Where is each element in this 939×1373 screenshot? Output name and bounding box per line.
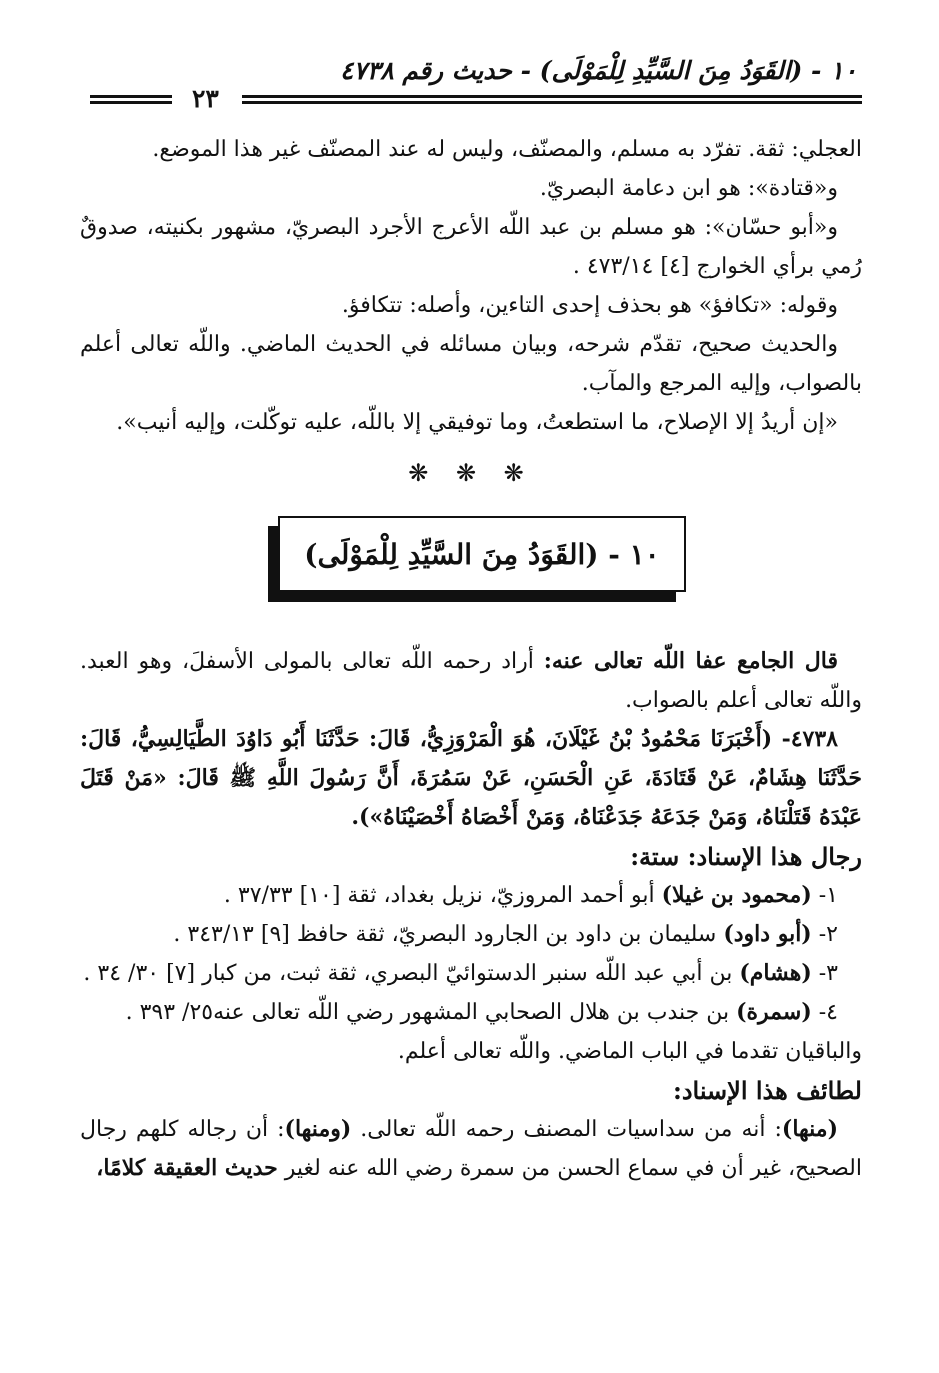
page-number: ٢٣ — [192, 84, 219, 113]
header-rule-right — [242, 95, 862, 104]
subtlety-text-1: : أنه من سداسيات المصنف رحمه اللّه تعالى. — [351, 1117, 782, 1142]
narrator-details: بن أبي عبد اللّه سنبر الدستوائيّ البصري، ثقة ثبت، من كبار [٧] ٣٠/ ٣٤ . — [83, 961, 740, 986]
subtlety-marker-2: (ومنها) — [284, 1116, 352, 1142]
narrator-number: ٢- — [811, 922, 838, 947]
narrator-name: (هشام) — [739, 960, 812, 986]
narrator-number: ٣- — [811, 961, 838, 986]
subtlety-text-2: : أن رجاله كلهم رجال الصحيح، غير أن في سماع الحسن من سمرة رضي الله عنه لغير — [80, 1117, 862, 1181]
narrator-name: (محمود بن غيلا) — [661, 882, 812, 908]
paragraph-takafa: وقوله: «تكافؤ» هو بحذف إحدى التاءين، وأصله: تتكافؤ. — [341, 293, 838, 318]
compiler-note — [80, 642, 862, 720]
narrator-item — [80, 915, 862, 954]
subtlety-text-3: حديث العقيقة كلامًا، — [96, 1155, 278, 1181]
chapter-heading-area — [80, 508, 862, 628]
header-rule-left — [90, 95, 172, 104]
paragraph-qatada: و«قتادة»: هو ابن دعامة البصريّ. — [539, 176, 838, 201]
narrator-name: (أبو داود) — [723, 921, 812, 947]
narrator-item — [80, 876, 862, 915]
narrator-item — [80, 954, 862, 993]
paragraph-closing-verse: «إن أريدُ إلا الإصلاح، ما استطعتُ، وما توفيقي إلا باللّه، عليه توكّلت، وإليه أنيب». — [116, 410, 838, 435]
narrators-closing: والباقيان تقدما في الباب الماضي. واللّه تعالى أعلم. — [397, 1039, 862, 1064]
section-separator: ❋ ❋ ❋ — [408, 459, 534, 487]
page-body — [80, 130, 862, 1188]
narrator-name: (سمرة) — [736, 999, 812, 1025]
subtleties-text — [80, 1110, 862, 1188]
narrator-number: ٤- — [811, 1000, 838, 1025]
narrator-item — [80, 993, 862, 1032]
compiler-note-lead: قال الجامع عفا اللّه تعالى عنه: — [543, 648, 838, 674]
narrator-details: سليمان بن داود بن الجارود البصريّ، ثقة حافظ [٩] ٣٤٣/١٣ . — [173, 922, 724, 947]
narrators-heading: رجال هذا الإسناد: ستة: — [630, 842, 862, 871]
subtlety-marker-1: (منها) — [781, 1116, 838, 1142]
narrator-details: بن جندب بن هلال الصحابي المشهور رضي اللّه تعالى عنه٢٥/ ٣٩٣ . — [125, 1000, 737, 1025]
chapter-title-box: ١٠ - (القَوَدُ مِنَ السَّيِّدِ لِلْمَوْلَى) — [278, 516, 686, 592]
paragraph-ijli: العجلي: ثقة. تفرّد به مسلم، والمصنّف، وليس له عند المصنّف غير هذا الموضع. — [152, 137, 862, 162]
running-header-title: ١٠ - (القَوَدُ مِنَ السَّيِّدِ لِلْمَوْلَى) - حديث رقم ٤٧٣٨ — [340, 56, 857, 85]
compiler-note-text: أراد رحمه اللّه تعالى بالمولى الأسفلَ، وهو العبد. واللّه تعالى أعلم بالصواب. — [80, 649, 862, 713]
narrator-number: ١- — [811, 883, 838, 908]
paragraph-hadith-sahih: والحديث صحيح، تقدّم شرحه، وبيان مسائله في الحديث الماضي. واللّه تعالى أعلم بالصواب، وإليه المرجع والمآب. — [80, 332, 862, 396]
paragraph-abu-hassan: و«أبو حسّان»: هو مسلم بن عبد اللّه الأعرج الأجرد البصريّ، مشهور بكنيته، صدوقٌ رُمي برأي الخوارج [٤] ٤٧٣/١٤ . — [80, 215, 862, 279]
subtleties-heading: لطائف هذا الإسناد: — [672, 1076, 862, 1105]
narrator-details: أبو أحمد المروزيّ، نزيل بغداد، ثقة [١٠] ٣٧/٣٣ . — [223, 883, 662, 908]
hadith-text: ٤٧٣٨- (أَخْبَرَنَا مَحْمُودُ بْنُ غَيْلَانَ، هُوَ الْمَرْوَزِيُّ، قَالَ: حَدَّثَنَا أَبُو دَاوُدَ الطَّيَالِسِيُّ، قَالَ: حَدَّثَنَا هِشَامٌ، عَنْ قَتَادَةَ، عَنِ الْحَسَنِ، عَنْ سَمُرَةَ، أَنَّ رَسُولَ اللَّهِ ﷺ قَالَ: «مَنْ قَتَلَ عَبْدَهُ قَتَلْنَاهُ، وَمَنْ جَدَعَهُ جَدَعْنَاهُ، وَمَنْ أَخْصَاهُ أَخْصَيْنَاهُ»). — [80, 726, 862, 830]
